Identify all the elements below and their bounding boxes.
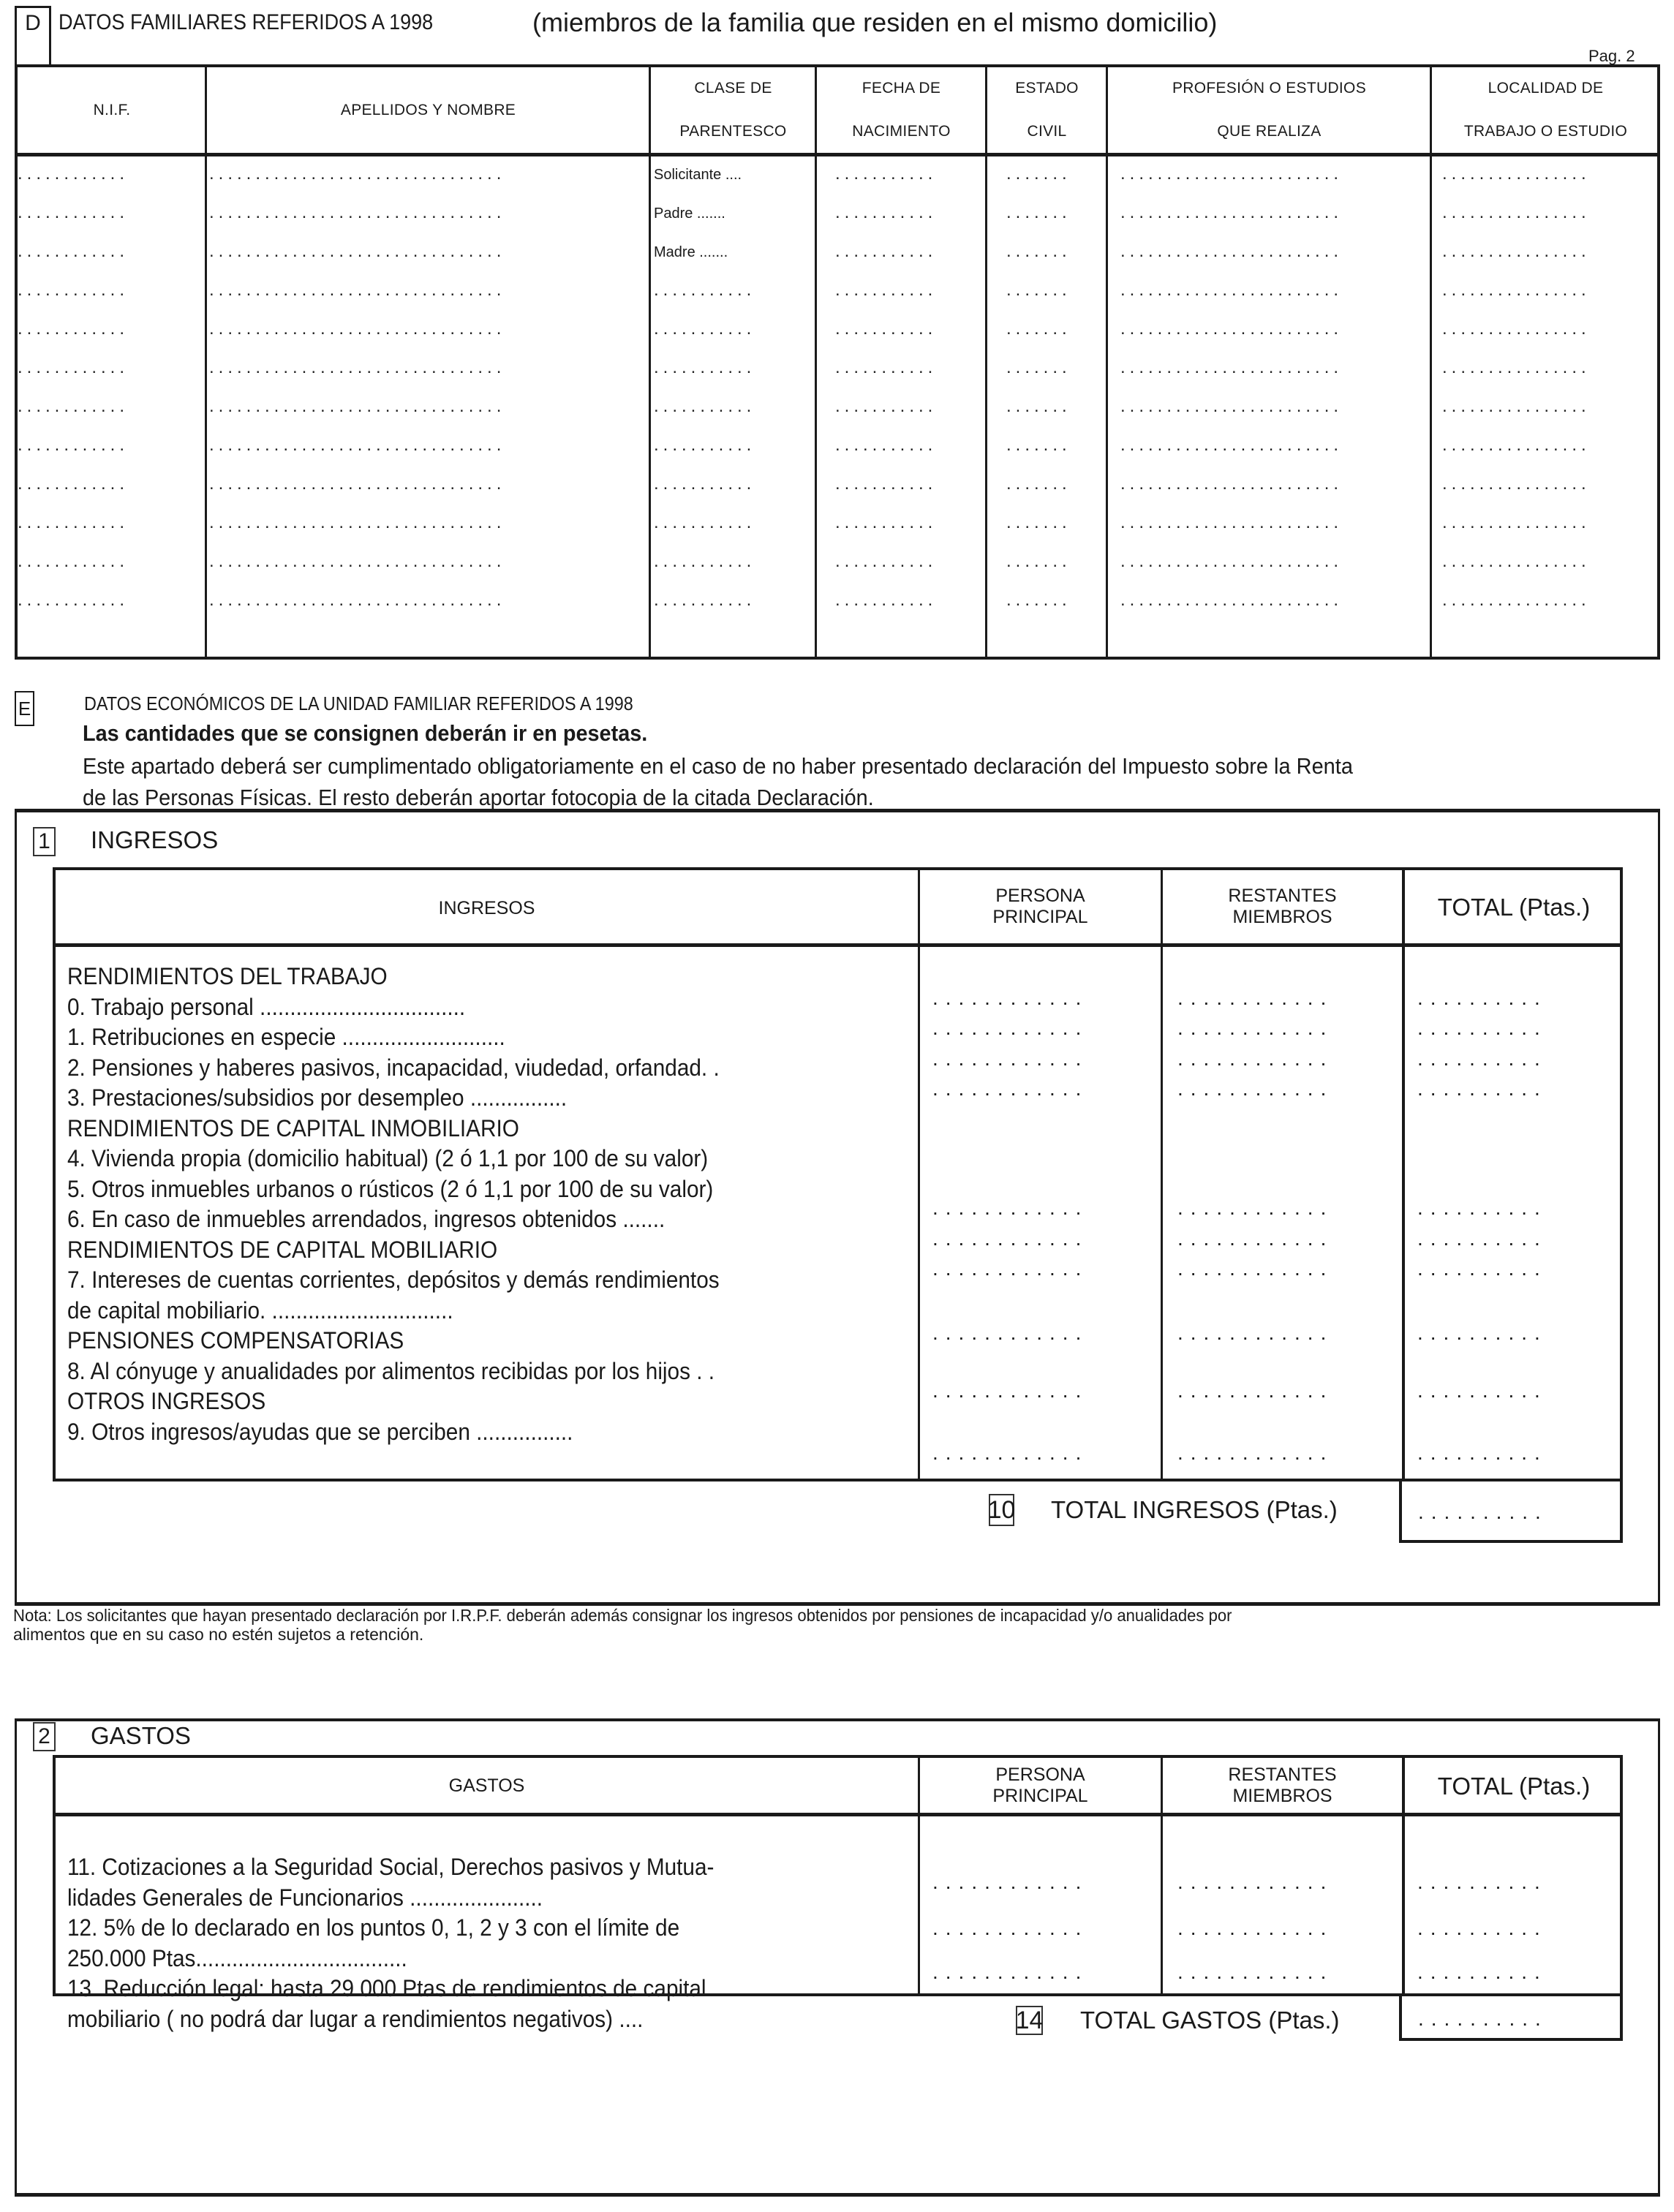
field-profesion[interactable]: ........................ xyxy=(1120,203,1343,222)
gastos-header-persona-l2: PRINCIPAL xyxy=(992,1786,1088,1806)
field-profesion[interactable]: ........................ xyxy=(1120,474,1343,494)
field-estado[interactable]: ....... xyxy=(1006,474,1071,494)
field-nif[interactable]: ............ xyxy=(18,513,129,532)
field-localidad[interactable]: ................ xyxy=(1442,590,1591,610)
ingresos-field-total[interactable]: .......... xyxy=(1417,1321,1547,1344)
section-e-instruction-2: de las Personas Físicas. El resto deberán aportar fotocopia de la citada Declaración. xyxy=(83,785,874,810)
gastos-field-total[interactable]: .......... xyxy=(1417,1871,1547,1893)
ingresos-field-restantes[interactable]: ............ xyxy=(1177,1077,1334,1100)
col-header-apellidos xyxy=(206,67,650,153)
col-divider xyxy=(1430,67,1432,657)
field-estado[interactable]: ....... xyxy=(1006,203,1071,222)
col-divider xyxy=(815,67,817,657)
field-fecha[interactable]: ........... xyxy=(835,551,938,571)
gastos-header-restantes-l2: MIEMBROS xyxy=(1232,1786,1332,1806)
field-fecha[interactable]: ........... xyxy=(835,358,938,377)
col-header-nif-text: N.I.F. xyxy=(93,101,131,118)
field-estado[interactable]: ....... xyxy=(1006,513,1071,532)
total-gastos-dots: .......... xyxy=(1418,2007,1548,2030)
col-header-fecha xyxy=(816,67,987,153)
ingresos-field-total[interactable]: .......... xyxy=(1417,1257,1547,1280)
field-profesion[interactable]: ........................ xyxy=(1120,435,1343,455)
gastos-header-concept: GASTOS xyxy=(448,1775,525,1796)
total-ingresos-number: 10 xyxy=(987,1495,1016,1524)
gastos-field-total[interactable]: .......... xyxy=(1417,1917,1547,1939)
total-ingresos-dots: .......... xyxy=(1418,1501,1548,1523)
concept-line: mobiliario ( no podrá dar lugar a rendimientos negativos) .... xyxy=(67,2005,644,2032)
nota-line-1: Nota: Los solicitantes que hayan presentado declaración por I.R.P.F. deberán además consignar los ingresos obtenidos por pensiones de incapacidad y/o anualidades por xyxy=(13,1606,1232,1625)
section-d-title xyxy=(59,10,475,35)
field-fecha[interactable]: ........... xyxy=(835,203,938,222)
field-fecha[interactable]: ........... xyxy=(835,513,938,532)
field-estado[interactable]: ....... xyxy=(1006,319,1071,339)
field-nif[interactable]: ............ xyxy=(18,241,129,261)
ingresos-field-persona[interactable]: ............ xyxy=(932,1257,1089,1280)
gastos-field-persona[interactable]: ............ xyxy=(932,1960,1089,1983)
field-clase[interactable]: ........... xyxy=(654,280,756,300)
ingresos-field-restantes[interactable]: ............ xyxy=(1177,1441,1334,1464)
field-estado[interactable]: ....... xyxy=(1006,241,1071,261)
ingresos-field-persona[interactable]: ............ xyxy=(932,1016,1089,1039)
section-d-title-text: DATOS FAMILIARES REFERIDOS A 1998 xyxy=(59,10,434,34)
field-profesion[interactable]: ........................ xyxy=(1120,551,1343,571)
field-clase[interactable]: ........... xyxy=(654,590,756,610)
concept-line: 6. En caso de inmuebles arrendados, ingresos obtenidos ....... xyxy=(67,1206,666,1232)
ingresos-field-total[interactable]: .......... xyxy=(1417,1441,1547,1464)
concept-line: 12. 5% de lo declarado en los puntos 0, 1, 2 y 3 con el límite de xyxy=(67,1914,680,1941)
gastos-header-restantes xyxy=(1163,1758,1402,1813)
field-apellidos[interactable]: ................................ xyxy=(209,358,506,377)
concept-line: RENDIMIENTOS DE CAPITAL INMOBILIARIO xyxy=(67,1114,519,1141)
section-e-bold-note: Las cantidades que se consignen deberán ir en pesetas. xyxy=(83,720,648,746)
field-estado[interactable]: ....... xyxy=(1006,358,1071,377)
field-localidad[interactable]: ................ xyxy=(1442,551,1591,571)
ingresos-field-persona[interactable]: ............ xyxy=(932,1379,1089,1402)
field-fecha[interactable]: ........... xyxy=(835,319,938,339)
field-profesion[interactable]: ........................ xyxy=(1120,241,1343,261)
field-nif[interactable]: ............ xyxy=(18,396,129,416)
field-profesion[interactable]: ........................ xyxy=(1120,590,1343,610)
field-nif[interactable]: ............ xyxy=(18,435,129,455)
ingresos-title: INGRESOS xyxy=(91,826,219,853)
concept-line: RENDIMIENTOS DEL TRABAJO xyxy=(67,963,388,989)
col-header-profesion xyxy=(1107,67,1431,153)
ingresos-header-restantes xyxy=(1163,870,1402,943)
ingresos-header-concept: INGRESOS xyxy=(438,897,535,918)
col-header-parentesco-l2: PARENTESCO xyxy=(679,122,787,140)
col-header-fecha-l2: NACIMIENTO xyxy=(852,122,951,140)
col-header-apellidos-text: APELLIDOS Y NOMBRE xyxy=(340,101,516,118)
ingresos-field-restantes[interactable]: ............ xyxy=(1177,1321,1334,1344)
field-clase[interactable]: ........... xyxy=(654,551,756,571)
gastos-header-total: TOTAL (Ptas.) xyxy=(1437,1772,1591,1800)
ingresos-number-box xyxy=(33,827,56,856)
field-apellidos[interactable]: ................................ xyxy=(209,435,506,455)
parentesco-label[interactable]: Madre ....... xyxy=(654,244,728,260)
ingresos-field-total[interactable]: .......... xyxy=(1417,986,1547,1009)
concept-line: de capital mobiliario. .............................. xyxy=(67,1296,453,1324)
total-ingresos-number-box xyxy=(989,1494,1014,1526)
section-e-title: DATOS ECONÓMICOS DE LA UNIDAD FAMILIAR REFERIDOS A 1998 xyxy=(84,692,633,714)
field-apellidos[interactable]: ................................ xyxy=(209,551,506,571)
gastos-header-persona xyxy=(920,1758,1161,1813)
ingresos-field-total[interactable]: .......... xyxy=(1417,1196,1547,1219)
col-header-localidad-l2: TRABAJO O ESTUDIO xyxy=(1463,122,1628,140)
field-estado[interactable]: ....... xyxy=(1006,280,1071,300)
col-divider xyxy=(1161,870,1163,1479)
field-fecha[interactable]: ........... xyxy=(835,396,938,416)
field-fecha[interactable]: ........... xyxy=(835,241,938,261)
ingresos-number: 1 xyxy=(38,829,50,853)
field-nif[interactable]: ............ xyxy=(18,280,129,300)
gastos-number: 2 xyxy=(38,1724,50,1748)
field-localidad[interactable]: ................ xyxy=(1442,319,1591,339)
field-nif[interactable]: ............ xyxy=(18,319,129,339)
col-header-estado-l2: CIVIL xyxy=(1027,122,1067,140)
col-divider xyxy=(985,67,987,657)
total-gastos-field[interactable] xyxy=(1399,1994,1623,2041)
field-clase[interactable]: ........... xyxy=(654,319,756,339)
field-localidad[interactable]: ................ xyxy=(1442,435,1591,455)
total-ingresos-label: TOTAL INGRESOS (Ptas.) xyxy=(1051,1496,1338,1523)
section-e-letter: E xyxy=(18,697,31,720)
field-profesion[interactable]: ........................ xyxy=(1120,319,1343,339)
family-members-table xyxy=(15,64,1660,660)
ingresos-field-persona[interactable]: ............ xyxy=(932,1196,1089,1219)
ingresos-header-restantes-l1: RESTANTES xyxy=(1228,886,1337,906)
ingresos-field-restantes[interactable]: ............ xyxy=(1177,1257,1334,1280)
field-estado[interactable]: ....... xyxy=(1006,590,1071,610)
total-gastos-number-box xyxy=(1016,2006,1043,2035)
field-nif[interactable]: ............ xyxy=(18,590,129,610)
field-apellidos[interactable]: ................................ xyxy=(209,280,506,300)
field-fecha[interactable]: ........... xyxy=(835,164,938,184)
family-table-header xyxy=(18,67,1657,156)
parentesco-label[interactable]: Padre ....... xyxy=(654,205,725,222)
ingresos-field-total[interactable]: .......... xyxy=(1417,1016,1547,1039)
concept-line: 11. Cotizaciones a la Seguridad Social, Derechos pasivos y Mutua- xyxy=(67,1854,715,1880)
concept-line: lidades Generales de Funcionarios ...................... xyxy=(67,1884,543,1911)
field-apellidos[interactable]: ................................ xyxy=(209,590,506,610)
concept-line: 4. Vivienda propia (domicilio habitual) (2 ó 1,1 por 100 de su valor) xyxy=(67,1145,709,1171)
field-profesion[interactable]: ........................ xyxy=(1120,164,1343,184)
gastos-field-total[interactable]: .......... xyxy=(1417,1960,1547,1983)
ingresos-field-persona[interactable]: ............ xyxy=(932,1321,1089,1344)
field-clase[interactable]: ........... xyxy=(654,396,756,416)
gastos-header-persona-l1: PERSONA xyxy=(995,1764,1085,1785)
field-nif[interactable]: ............ xyxy=(18,551,129,571)
section-e-letter-box xyxy=(15,691,34,726)
field-apellidos[interactable]: ................................ xyxy=(209,203,506,222)
section-d-letter: D xyxy=(25,11,41,35)
section-d-subtitle: (miembros de la familia que residen en el mismo domicilio) xyxy=(532,7,1218,37)
gastos-header-restantes-l1: RESTANTES xyxy=(1228,1764,1337,1785)
total-ingresos-field[interactable] xyxy=(1399,1479,1623,1543)
field-clase[interactable]: ........... xyxy=(654,513,756,532)
field-clase[interactable]: ........... xyxy=(654,435,756,455)
col-header-estado xyxy=(987,67,1107,153)
col-header-profesion-l1: PROFESIÓN O ESTUDIOS xyxy=(1172,80,1367,97)
concept-line: 1. Retribuciones en especie ........................... xyxy=(67,1024,505,1050)
gastos-field-persona[interactable]: ............ xyxy=(932,1917,1089,1939)
concept-line: 7. Intereses de cuentas corrientes, depósitos y demás rendimientos xyxy=(67,1267,720,1293)
ingresos-field-total[interactable]: .......... xyxy=(1417,1077,1547,1100)
field-estado[interactable]: ....... xyxy=(1006,551,1071,571)
ingresos-field-restantes[interactable]: ............ xyxy=(1177,1196,1334,1219)
field-localidad[interactable]: ................ xyxy=(1442,358,1591,377)
field-profesion[interactable]: ........................ xyxy=(1120,280,1343,300)
field-profesion[interactable]: ........................ xyxy=(1120,396,1343,416)
col-divider xyxy=(649,67,651,657)
col-header-fecha-l1: FECHA DE xyxy=(861,80,941,97)
field-localidad[interactable]: ................ xyxy=(1442,513,1591,532)
field-profesion[interactable]: ........................ xyxy=(1120,513,1343,532)
col-header-nif xyxy=(18,67,206,153)
col-divider xyxy=(918,870,920,1479)
field-nif[interactable]: ............ xyxy=(18,164,129,184)
concept-line: 8. Al cónyuge y anualidades por alimentos recibidas por los hijos . . xyxy=(67,1357,715,1384)
ingresos-field-total[interactable]: .......... xyxy=(1417,1379,1547,1402)
field-localidad[interactable]: ................ xyxy=(1442,203,1591,222)
gastos-number-box xyxy=(33,1722,56,1751)
ingresos-header-persona-l1: PERSONA xyxy=(995,886,1085,906)
field-nif[interactable]: ............ xyxy=(18,358,129,377)
ingresos-field-persona[interactable]: ............ xyxy=(932,1077,1089,1100)
ingresos-header-total: TOTAL (Ptas.) xyxy=(1437,893,1591,921)
concept-line: 0. Trabajo personal .................................. xyxy=(67,993,466,1020)
ingresos-field-persona[interactable]: ............ xyxy=(932,986,1089,1009)
ingresos-field-restantes[interactable]: ............ xyxy=(1177,1227,1334,1250)
field-localidad[interactable]: ................ xyxy=(1442,474,1591,494)
ingresos-header-persona xyxy=(920,870,1161,943)
field-apellidos[interactable]: ................................ xyxy=(209,164,506,184)
field-fecha[interactable]: ........... xyxy=(835,435,938,455)
col-divider xyxy=(205,67,207,657)
field-clase[interactable]: ........... xyxy=(654,358,756,377)
nota-line-2: alimentos que en su caso no estén sujetos a retención. xyxy=(13,1625,424,1644)
nota-text xyxy=(13,1606,1666,1644)
col-header-profesion-l2: QUE REALIZA xyxy=(1217,122,1322,140)
col-header-parentesco-l1: CLASE DE xyxy=(694,80,772,97)
ingresos-field-restantes[interactable]: ............ xyxy=(1177,986,1334,1009)
ingresos-header-restantes-l2: MIEMBROS xyxy=(1232,907,1332,927)
total-gastos-label: TOTAL GASTOS (Ptas.) xyxy=(1080,2007,1340,2034)
concept-line: 250.000 Ptas................................... xyxy=(67,1944,407,1971)
field-localidad[interactable]: ................ xyxy=(1442,164,1591,184)
field-estado[interactable]: ....... xyxy=(1006,396,1071,416)
gastos-field-restantes[interactable]: ............ xyxy=(1177,1871,1334,1893)
field-apellidos[interactable]: ................................ xyxy=(209,474,506,494)
gastos-title: GASTOS xyxy=(91,1722,191,1749)
col-header-estado-l1: ESTADO xyxy=(1015,80,1079,97)
field-nif[interactable]: ............ xyxy=(18,203,129,222)
col-divider xyxy=(1106,67,1108,657)
field-localidad[interactable]: ................ xyxy=(1442,280,1591,300)
ingresos-header-persona-l2: PRINCIPAL xyxy=(992,907,1088,927)
col-header-localidad-l1: LOCALIDAD DE xyxy=(1488,80,1604,97)
ingresos-field-persona[interactable]: ............ xyxy=(932,1047,1089,1070)
col-header-parentesco xyxy=(650,67,816,153)
gastos-field-restantes[interactable]: ............ xyxy=(1177,1960,1334,1983)
section-e-instruction-1: Este apartado deberá ser cumplimentado obligatoriamente en el caso de no haber presentado declaración del Impuesto sobre la Renta xyxy=(83,753,1353,779)
concept-line: PENSIONES COMPENSATORIAS xyxy=(67,1327,404,1354)
field-apellidos[interactable]: ................................ xyxy=(209,513,506,532)
ingresos-field-persona[interactable]: ............ xyxy=(932,1227,1089,1250)
concept-line: 3. Prestaciones/subsidios por desempleo ................ xyxy=(67,1084,568,1111)
ingresos-field-restantes[interactable]: ............ xyxy=(1177,1379,1334,1402)
field-fecha[interactable]: ........... xyxy=(835,280,938,300)
parentesco-label[interactable]: Solicitante .... xyxy=(654,167,742,183)
section-d-letter-box xyxy=(15,6,51,66)
field-estado[interactable]: ....... xyxy=(1006,164,1071,184)
concept-line: 13. Reducción legal: hasta 29.000 Ptas de rendimientos de capital xyxy=(67,1975,706,2001)
field-estado[interactable]: ....... xyxy=(1006,435,1071,455)
gastos-field-restantes[interactable]: ............ xyxy=(1177,1917,1334,1939)
ingresos-field-restantes[interactable]: ............ xyxy=(1177,1016,1334,1039)
concept-line: RENDIMIENTOS DE CAPITAL MOBILIARIO xyxy=(67,1236,498,1263)
col-header-localidad xyxy=(1431,67,1660,153)
concept-line: 5. Otros inmuebles urbanos o rústicos (2 ó 1,1 por 100 de su valor) xyxy=(67,1175,714,1202)
ingresos-field-restantes[interactable]: ............ xyxy=(1177,1047,1334,1070)
concept-line: OTROS INGRESOS xyxy=(67,1388,266,1414)
page-number: Pag. 2 xyxy=(1588,47,1635,65)
field-fecha[interactable]: ........... xyxy=(835,590,938,610)
col-divider xyxy=(1402,870,1405,1479)
field-fecha[interactable]: ........... xyxy=(835,474,938,494)
ingresos-field-persona[interactable]: ............ xyxy=(932,1441,1089,1464)
gastos-field-persona[interactable]: ............ xyxy=(932,1871,1089,1893)
field-clase[interactable]: ........... xyxy=(654,474,756,494)
ingresos-field-total[interactable]: .......... xyxy=(1417,1227,1547,1250)
total-gastos-number: 14 xyxy=(1015,2006,1044,2034)
field-apellidos[interactable]: ................................ xyxy=(209,241,506,261)
field-localidad[interactable]: ................ xyxy=(1442,396,1591,416)
field-apellidos[interactable]: ................................ xyxy=(209,396,506,416)
field-nif[interactable]: ............ xyxy=(18,474,129,494)
ingresos-field-total[interactable]: .......... xyxy=(1417,1047,1547,1070)
field-profesion[interactable]: ........................ xyxy=(1120,358,1343,377)
field-localidad[interactable]: ................ xyxy=(1442,241,1591,261)
field-apellidos[interactable]: ................................ xyxy=(209,319,506,339)
concept-line: 2. Pensiones y haberes pasivos, incapacidad, viudedad, orfandad. . xyxy=(67,1054,720,1081)
concept-line: 9. Otros ingresos/ayudas que se perciben ................ xyxy=(67,1418,573,1445)
